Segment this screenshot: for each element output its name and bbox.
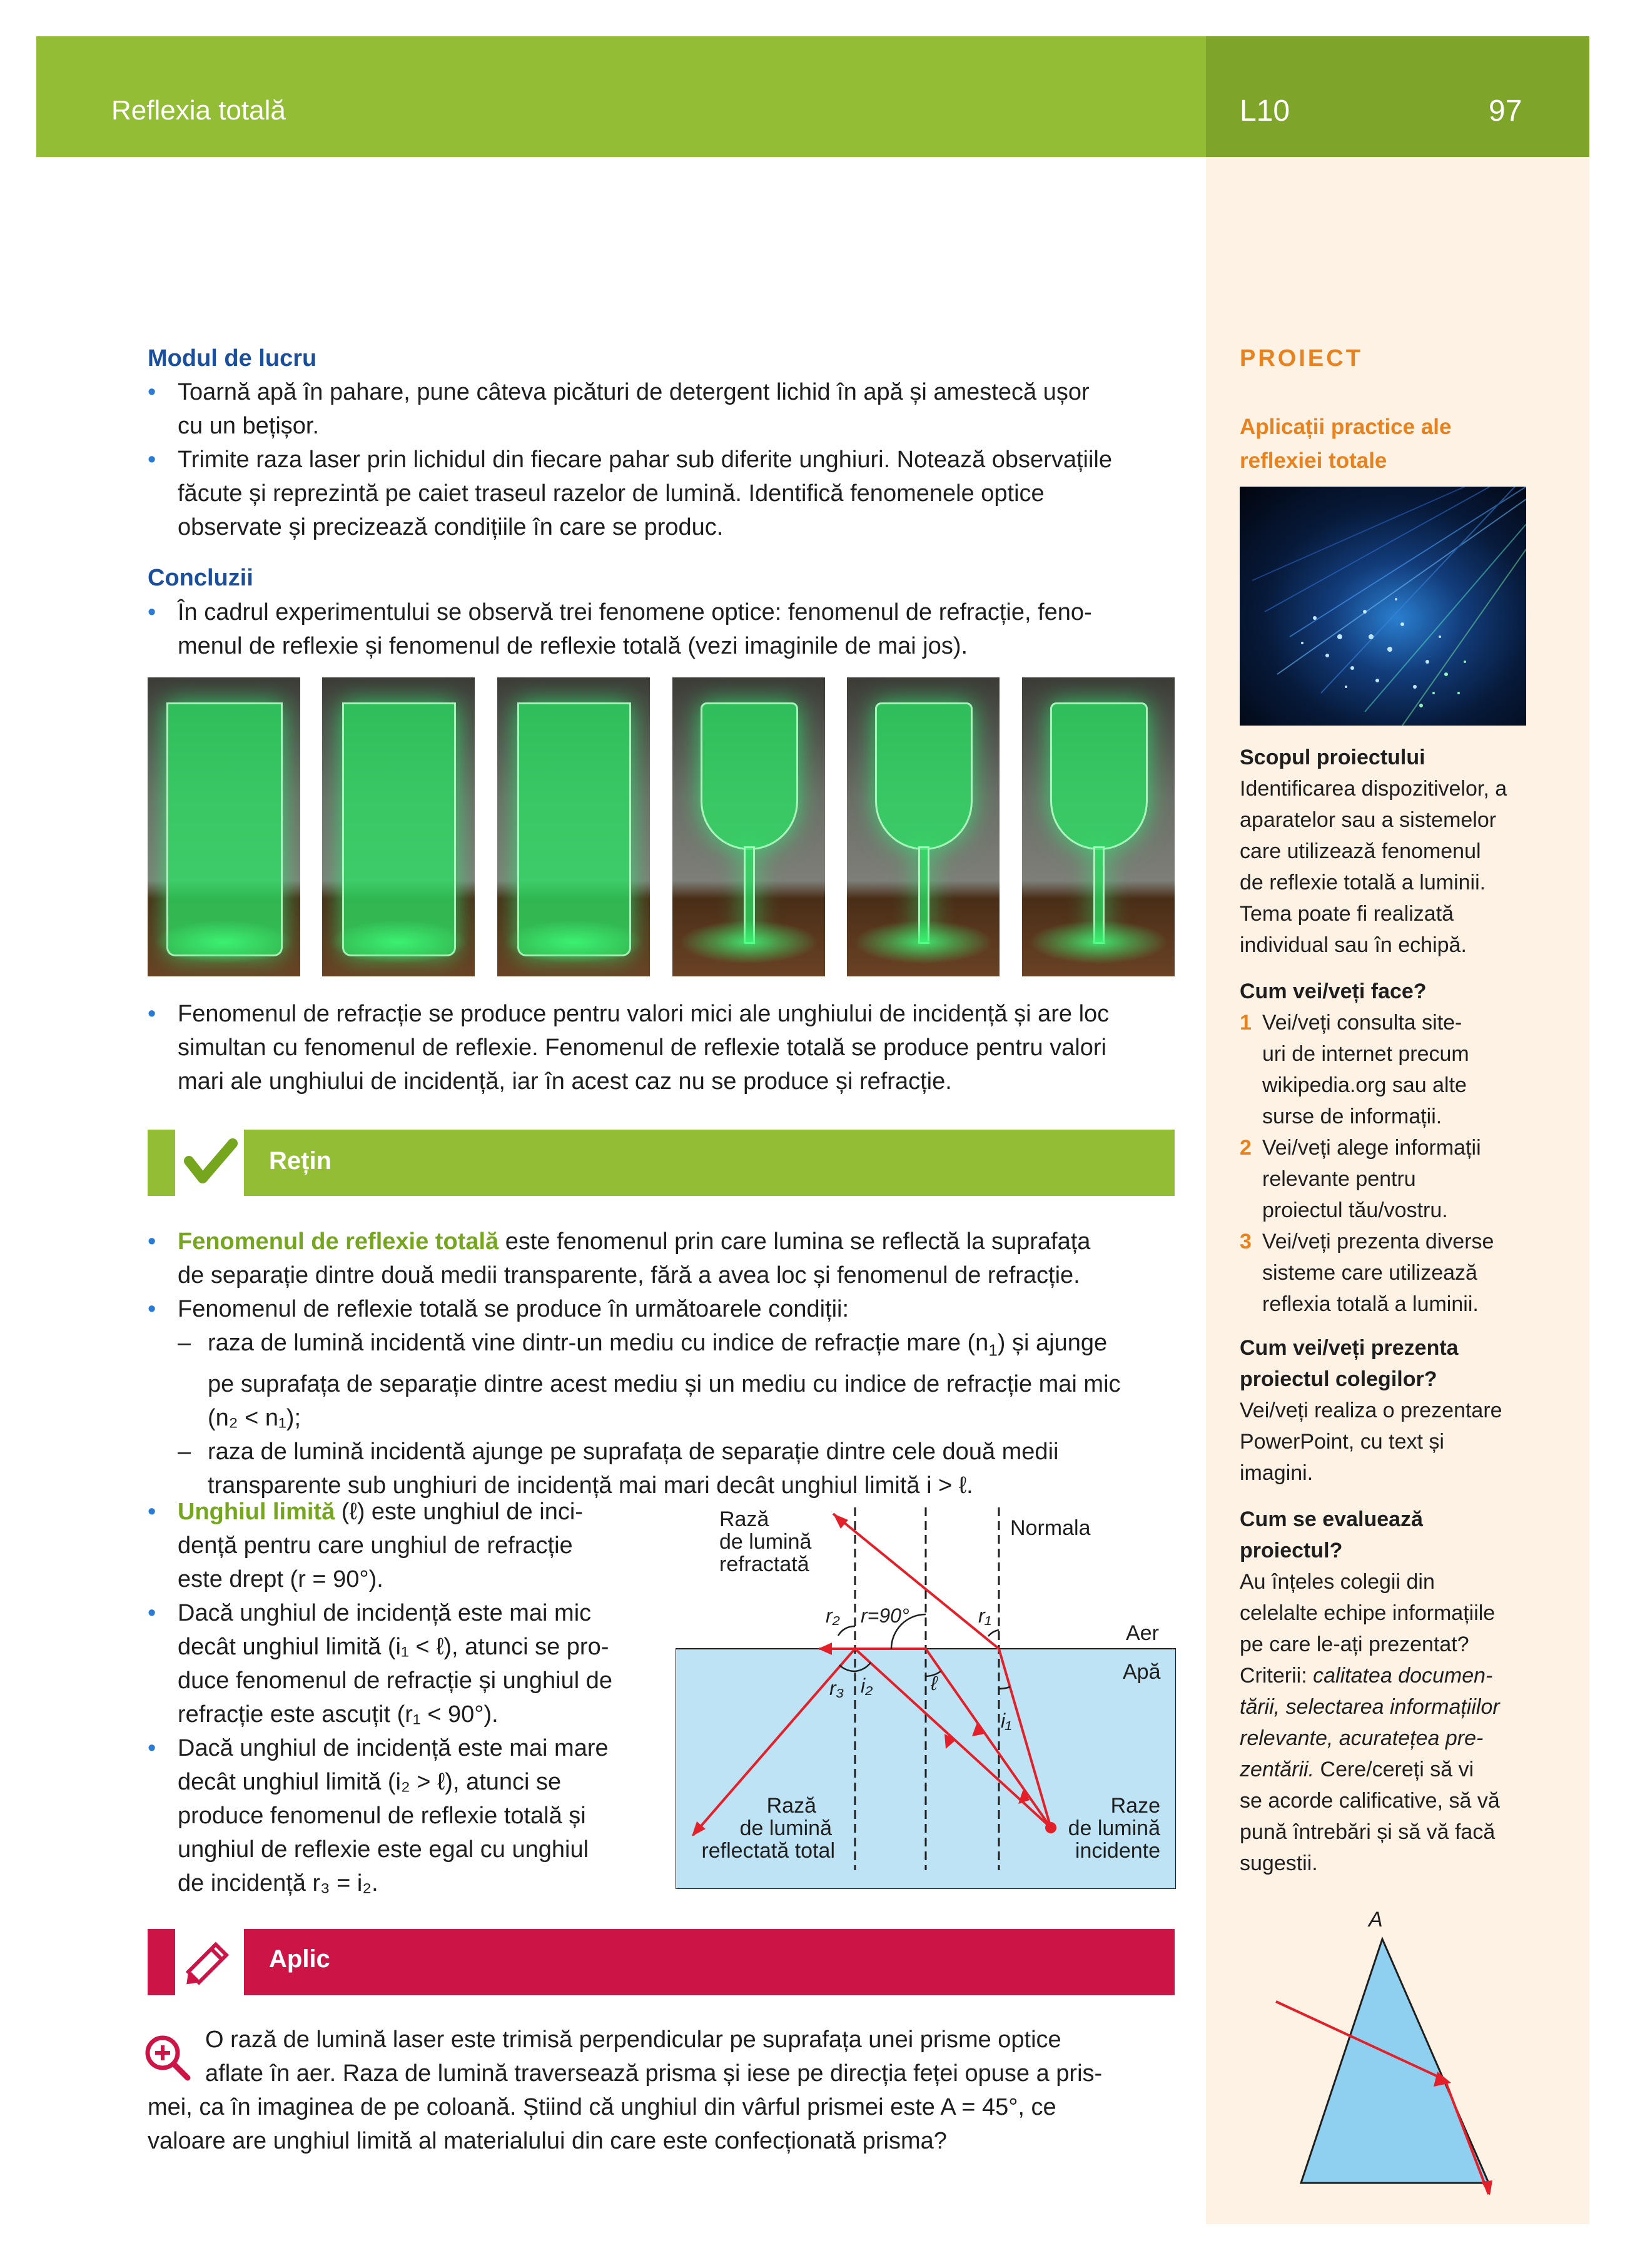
- angle-label: i₁: [1001, 1709, 1012, 1732]
- list-line: decât unghiul limită (i₂ > ℓ), atunci se: [178, 1769, 562, 1795]
- aplic-icon-box: [175, 1929, 244, 1995]
- list-item: [148, 1731, 648, 1900]
- list-line: de separație dintre două medii transparente, fără a avea loc și fenomenul de refracție.: [178, 1262, 1080, 1288]
- evalueaza-heading: [1240, 1504, 1423, 1566]
- refracted-label-line: Rază: [719, 1507, 769, 1531]
- mod-de-lucru-list: [148, 375, 1186, 544]
- glass-bowl: [701, 702, 798, 850]
- reflected-label-line: de lumină: [739, 1816, 832, 1840]
- list-line-rest: (ℓ) este unghiul de inci-: [335, 1499, 583, 1525]
- section-title: Reflexia totală: [111, 95, 286, 126]
- scop-line: care utilizează fenomenul: [1240, 839, 1481, 863]
- step-item: [1240, 1007, 1565, 1132]
- aplic-problem: [148, 2023, 1186, 2158]
- steps-list: [1240, 1007, 1565, 1320]
- refracted-label-line: refractată: [719, 1552, 809, 1576]
- problem-line: mei, ca în imaginea de pe coloană. Știind că unghiul din vârful prismei este A = 45°, ce: [148, 2094, 1056, 2120]
- laser-glow: [154, 920, 294, 964]
- retin-label: Rețin: [269, 1147, 332, 1175]
- step-item: [1240, 1132, 1565, 1226]
- list-line: [178, 1495, 648, 1529]
- list-line: produce fenomenul de reflexie totală și: [178, 1803, 586, 1829]
- final-line: sugestii.: [1240, 1851, 1318, 1875]
- angle-arc-r2: [838, 1626, 855, 1636]
- list-line: simultan cu fenomenul de reflexie. Fenomenul de reflexie totală se produce pentru valori: [178, 1035, 1106, 1061]
- light-source-dot: [1045, 1822, 1056, 1833]
- list-line: [208, 1326, 1186, 1367]
- list-line: este drept (r = 90°).: [178, 1566, 383, 1592]
- prism-diagram: [1263, 1933, 1526, 2195]
- list-line: pe suprafața de separație dintre acest mediu și un mediu cu indice de refracție mai mic: [208, 1370, 1121, 1397]
- bullet-icon: •: [148, 447, 156, 473]
- list-item: [148, 443, 1186, 544]
- list-line: observate și precizează condițiile în care se produc.: [178, 514, 724, 540]
- evalueaza-heading-line: Cum se evaluează: [1240, 1507, 1423, 1531]
- criterii-italic: zentării.: [1240, 1758, 1315, 1781]
- list-line-rest: este fenomenul prin care lumina se reflectă la suprafața: [499, 1228, 1091, 1255]
- lesson-code: L10: [1240, 94, 1290, 128]
- cum-face-heading: Cum vei/veți face?: [1240, 980, 1427, 1003]
- proiect-title-line: Aplicații practice ale: [1240, 415, 1452, 439]
- arrow-head-icon: [1481, 2180, 1492, 2195]
- page-number: 97: [1489, 94, 1522, 128]
- problem-line: valoare are unghiul limită al materialului din care este confecționată prisma?: [148, 2128, 947, 2154]
- list-item: [148, 1292, 1186, 1502]
- step-line: sisteme care utilizează: [1262, 1261, 1477, 1285]
- reflected-label-line: reflectată total: [701, 1839, 835, 1863]
- final-line: pună întrebări și să vă facă: [1240, 1820, 1496, 1844]
- list-item: [148, 1495, 648, 1596]
- list-line: decât unghiul limită (i₁ < ℓ), atunci se pro-: [178, 1634, 609, 1660]
- laser-glow: [1028, 920, 1168, 964]
- incident-label-line: Raze: [1110, 1794, 1160, 1818]
- experiment-photo: [148, 677, 300, 976]
- angle-label: ℓ: [931, 1672, 938, 1694]
- refracted-label-line: de lumină: [719, 1530, 812, 1554]
- laser-glow: [504, 920, 644, 964]
- fiber-optic-image: [1240, 487, 1526, 726]
- criterii-italic: relevante, acuratețea pre-: [1240, 1726, 1484, 1750]
- step-number: 1: [1240, 1011, 1252, 1035]
- dash-icon: –: [178, 1438, 191, 1465]
- criterii-line: [1240, 1754, 1577, 1785]
- list-line: de incidență r₃ = i₂.: [178, 1870, 378, 1896]
- refracted-ray: [833, 1514, 999, 1649]
- step-line: surse de informații.: [1262, 1105, 1442, 1128]
- prezenta-line: imagini.: [1240, 1461, 1314, 1485]
- mod-de-lucru-heading: Modul de lucru: [148, 345, 317, 372]
- list-line: [178, 1225, 1186, 1258]
- prism-triangle: [1301, 1939, 1489, 2183]
- concluzii-heading: Concluzii: [148, 565, 253, 591]
- criterii-line: [1240, 1691, 1577, 1723]
- list-line: Fenomenul de reflexie totală se produce în următoarele condiții:: [178, 1296, 849, 1322]
- step-line: proiectul tău/vostru.: [1262, 1198, 1448, 1222]
- concluzii-list: [148, 595, 1186, 663]
- criterii-italic: tării, selectarea informațiilor: [1240, 1695, 1500, 1719]
- criterii-line: [1240, 1660, 1577, 1691]
- concluzii-list-2: [148, 997, 1186, 1098]
- final-line: se acorde calificative, să vă: [1240, 1789, 1500, 1813]
- bullet-icon: •: [148, 1296, 156, 1322]
- bullet-icon: •: [148, 1499, 156, 1525]
- dash-item: [178, 1435, 1186, 1502]
- list-line: făcute și reprezintă pe caiet traseul razelor de lumină. Identifică fenomenele optice: [178, 480, 1045, 507]
- prezenta-heading-line: Cum vei/veți prezenta: [1240, 1336, 1459, 1360]
- list-line: Fenomenul de refracție se produce pentru valori mici ale unghiului de incidență și are loc: [178, 1001, 1110, 1027]
- step-line: relevante pentru: [1262, 1167, 1416, 1191]
- glass-shape: [517, 702, 631, 956]
- normal-label: Normala: [1010, 1516, 1091, 1540]
- experiment-photo: [1022, 677, 1175, 976]
- dash-line-text: raza de lumină incidentă vine dintr-un mediu cu indice de refracție mare (n: [208, 1330, 989, 1356]
- bullet-icon: •: [148, 1735, 156, 1761]
- list-line: menul de reflexie și fenomenul de reflexie totală (vezi imaginile de mai jos).: [178, 633, 968, 659]
- list-line: duce fenomenul de refracție și unghiul de: [178, 1668, 613, 1694]
- laser-glow: [853, 920, 993, 964]
- scop-heading: Scopul proiectului: [1240, 746, 1425, 769]
- scop-line: Tema poate fi realizată: [1240, 902, 1454, 926]
- criterii-line: [1240, 1723, 1577, 1754]
- evalueaza-line: pe care le-ați prezentat?: [1240, 1633, 1469, 1656]
- experiment-photo: [497, 677, 650, 976]
- criterii-italic: calitatea documen-: [1313, 1664, 1493, 1688]
- pencil-icon: [175, 1929, 244, 1995]
- problem-line: O rază de lumină laser este trimisă perpendicular pe suprafața unei prisme optice: [205, 2027, 1061, 2053]
- experiment-photo: [847, 677, 1000, 976]
- bullet-icon: •: [148, 1001, 156, 1027]
- scop-line: individual sau în echipă.: [1240, 933, 1467, 957]
- laser-glow: [679, 920, 819, 964]
- water-label: Apă: [1123, 1660, 1161, 1684]
- step-number: 3: [1240, 1230, 1252, 1253]
- list-line: În cadrul experimentului se observă trei fenomene optice: fenomenul de refracție, feno-: [178, 599, 1092, 625]
- criterii-label: Criterii:: [1240, 1664, 1314, 1688]
- step-line: wikipedia.org sau alte: [1262, 1073, 1467, 1097]
- bullet-icon: •: [148, 379, 156, 405]
- list-item: [148, 1596, 648, 1731]
- glass-shape: [342, 702, 456, 956]
- fiber-optic-strands: [1240, 487, 1526, 726]
- prezenta-line: PowerPoint, cu text și: [1240, 1430, 1444, 1454]
- scop-line: Identificarea dispozitivelor, a: [1240, 777, 1507, 801]
- prezenta-text: [1240, 1395, 1502, 1489]
- proiect-title-line: reflexiei totale: [1240, 448, 1387, 473]
- angle-label: r₂: [826, 1604, 840, 1627]
- evalueaza-line: Au înțeles colegii din: [1240, 1570, 1435, 1594]
- list-item: [148, 375, 1186, 443]
- laser-glow: [328, 920, 468, 964]
- evalueaza-line: celelalte echipe informațiile: [1240, 1601, 1496, 1625]
- experiment-photo: [322, 677, 475, 976]
- angle-label: i₂: [861, 1674, 873, 1697]
- prezenta-heading: [1240, 1332, 1459, 1395]
- list-line: cu un bețișor.: [178, 413, 320, 439]
- list-line: (n₂ < n₁);: [208, 1404, 301, 1431]
- retin-icon-box: [175, 1130, 244, 1196]
- list-line: dență pentru care unghiul de refracție: [178, 1532, 573, 1559]
- evalueaza-heading-line: proiectul?: [1240, 1539, 1343, 1562]
- angle-arc-r1: [988, 1630, 999, 1636]
- scop-text: [1240, 773, 1507, 961]
- reflected-label-line: Rază: [766, 1794, 816, 1818]
- term-total-reflection: Fenomenul de reflexie totală: [178, 1228, 499, 1255]
- air-label: Aer: [1126, 1621, 1159, 1645]
- list-line: unghiul de reflexie este egal cu unghiul: [178, 1836, 589, 1863]
- step-line: reflexia totală a luminii.: [1262, 1292, 1479, 1316]
- aplic-label: Aplic: [269, 1945, 330, 1973]
- step-line: Vei/veți alege informații: [1262, 1136, 1481, 1160]
- retin-list-2: [148, 1495, 648, 1900]
- glass-shape: [166, 702, 283, 956]
- prism-vertex-label: A: [1369, 1908, 1383, 1931]
- prezenta-heading-line: proiectul colegilor?: [1240, 1367, 1437, 1391]
- checkmark-icon: [175, 1130, 244, 1196]
- total-reflection-diagram: [676, 1501, 1176, 1889]
- glass-bowl: [1050, 702, 1148, 850]
- scop-line: aparatelor sau a sistemelor: [1240, 808, 1497, 832]
- incident-label-line: de lumină: [1068, 1816, 1160, 1840]
- dash-icon: –: [178, 1330, 191, 1356]
- list-line: transparente sub unghiuri de incidență mai mari decât unghiul limită i > ℓ.: [208, 1472, 973, 1499]
- list-line: refracție este ascuțit (r₁ < 90°).: [178, 1701, 499, 1728]
- experiment-photo: [672, 677, 825, 976]
- incident-label-line: incidente: [1075, 1839, 1160, 1863]
- list-item: [148, 997, 1186, 1098]
- angle-label: r₃: [829, 1677, 844, 1699]
- glass-bowl: [875, 702, 973, 850]
- bullet-icon: •: [148, 1600, 156, 1626]
- list-line: Toarnă apă în pahare, pune câteva picături de detergent lichid în apă și amestecă ușor: [178, 379, 1090, 405]
- arrow-head-icon: [833, 1514, 848, 1529]
- step-line: Vei/veți prezenta diverse: [1262, 1230, 1494, 1253]
- step-item: [1240, 1226, 1565, 1320]
- subscript: 1: [988, 1340, 998, 1360]
- prezenta-line: Vei/veți realiza o prezentare: [1240, 1399, 1502, 1422]
- list-line: Dacă unghiul de incidență este mai mare: [178, 1735, 609, 1761]
- angle-label: r₁: [978, 1604, 991, 1627]
- criterii-tail: Cere/cereți să vi: [1314, 1758, 1474, 1781]
- angle-label: r=90°: [861, 1604, 909, 1627]
- bullet-icon: •: [148, 599, 156, 625]
- list-item: [148, 1225, 1186, 1292]
- term-limit-angle: Unghiul limită: [178, 1499, 335, 1525]
- step-number: 2: [1240, 1136, 1252, 1160]
- dash-item: [178, 1326, 1186, 1435]
- problem-line: aflate în aer. Raza de lumină traversează prisma și iese pe direcția feței opuse a pris-: [205, 2060, 1103, 2087]
- list-line: Dacă unghiul de incidență este mai mic: [178, 1600, 592, 1626]
- list-line: Trimite raza laser prin lichidul din fiecare pahar sub diferite unghiuri. Notează observațiile: [178, 447, 1112, 473]
- step-line: uri de internet precum: [1262, 1042, 1469, 1066]
- proiect-title: [1240, 410, 1451, 478]
- scop-line: de reflexie totală a luminii.: [1240, 871, 1486, 894]
- dash-line-end: ) și ajunge: [997, 1330, 1108, 1356]
- list-line: mari ale unghiului de incidență, iar în acest caz nu se produce și refracție.: [178, 1068, 952, 1095]
- bullet-icon: •: [148, 1228, 156, 1255]
- proiect-label: PROIECT: [1240, 345, 1363, 372]
- evalueaza-text: [1240, 1566, 1577, 1879]
- step-line: Vei/veți consulta site-: [1262, 1011, 1462, 1035]
- list-item: [148, 595, 1186, 663]
- list-line: raza de lumină incidentă ajunge pe suprafața de separație dintre cele două medii: [208, 1438, 1059, 1465]
- retin-list: [148, 1225, 1186, 1502]
